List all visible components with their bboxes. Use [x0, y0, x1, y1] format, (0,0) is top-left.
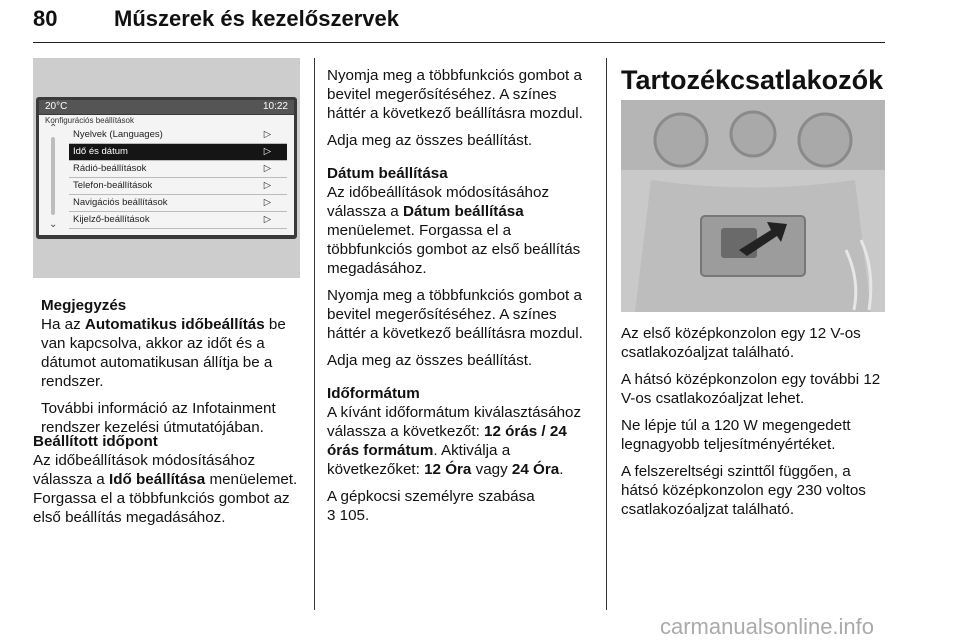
scrollbar — [51, 137, 55, 215]
menu-item[interactable] — [69, 212, 287, 229]
menu-title: Konfigurációs beállítások — [45, 116, 134, 125]
paragraph: A gépkocsi személyre szabása — [327, 488, 535, 505]
chevron-right-icon: ▷ — [263, 197, 271, 208]
menu-item-label: Navigációs beállítások — [73, 197, 168, 208]
menu-item[interactable] — [69, 195, 287, 212]
menu-item[interactable] — [69, 178, 287, 195]
note-heading: Megjegyzés — [41, 297, 127, 314]
menu-item[interactable] — [69, 144, 287, 161]
note-paragraph-2: További információ az Infotainment rendszer kezelési útmutatójában. — [41, 400, 276, 436]
reference-text[interactable]: 3 105. — [327, 507, 370, 524]
page-reference — [327, 506, 599, 525]
menu-list — [69, 127, 287, 229]
section-heading: Beállított időpont — [33, 433, 158, 450]
paragraph: A felszereltségi szinttől függően, a hátsó középkonzolon egy 230 voltos csatlakozóaljzat található. — [621, 463, 866, 518]
page-header — [33, 2, 885, 43]
chevron-right-icon: ▷ — [263, 180, 271, 191]
section-title: Tartozékcsatlakozók — [621, 65, 884, 95]
chevron-right-icon: ▷ — [263, 129, 271, 140]
column-3-text — [621, 324, 885, 527]
column-3 — [621, 64, 885, 104]
menu-item-label: Kijelző-beállítások — [73, 214, 150, 225]
paragraph: Adja meg az összes beállítást. — [327, 132, 533, 149]
watermark: carmanualsonline.info — [660, 614, 875, 639]
paragraph: Adja meg az összes beállítást. — [327, 352, 533, 369]
menu-item-label: Nyelvek (Languages) — [73, 129, 163, 140]
section-heading: Dátum beállítása — [327, 165, 448, 182]
paragraph: Nyomja meg a többfunkciós gombot a bevitel megerősítéséhez. A színes háttér a következő beállításra mozdul. — [327, 67, 583, 122]
paragraph: A hátsó középkonzolon egy további 12 V-os csatlakozóaljzat lehet. — [621, 371, 881, 407]
paragraph: Ne lépje túl a 120 W megengedett legnagyobb teljesítményértéket. — [621, 417, 851, 453]
status-bar — [39, 100, 294, 114]
paragraph: Nyomja meg a többfunkciós gombot a bevitel megerősítéséhez. A színes háttér a következő beállításra mozdul. — [327, 287, 583, 342]
column-2 — [327, 66, 599, 533]
menu-item[interactable] — [69, 161, 287, 178]
chevron-up-icon: ⌃ — [49, 123, 58, 134]
clock: 10:22 — [262, 101, 288, 112]
column-divider-1 — [314, 58, 315, 610]
section-set-time — [33, 432, 305, 535]
paragraph: Az időbeállítások módosításához válassza a Idő beállítása menüelemet. Forgassa el a többfunkciós gombot az első beállítás megadásához. — [33, 452, 298, 526]
menu-item-label: Telefon-beállítások — [73, 180, 153, 191]
paragraph: Az időbeállítások módosításához válassza a Dátum beállítása menüelemet. Forgassa el a többfunkciós gombot az első beállítás megadásához. — [327, 184, 581, 277]
paragraph: A kívánt időformátum kiválasztásához válassza a következőt: 12 órás / 24 órás formátum. Aktiválja a következőket: 12 Óra vagy 24 Óra. — [327, 404, 582, 478]
chevron-right-icon: ▷ — [263, 214, 271, 225]
console-photo — [621, 100, 885, 312]
page-number: 80 — [33, 6, 58, 31]
column-divider-2 — [606, 58, 607, 610]
infotainment-screenshot — [33, 58, 300, 278]
chevron-down-icon: ⌄ — [49, 219, 58, 230]
chevron-right-icon: ▷ — [263, 163, 271, 174]
temperature: 20°C — [45, 101, 68, 112]
paragraph: Az első középkonzolon egy 12 V-os csatlakozóaljzat található. — [621, 325, 861, 361]
menu-item-label: Rádió-beállítások — [73, 163, 147, 174]
page-title: Műszerek és kezelőszervek — [114, 6, 399, 31]
menu-item-label: Idő és dátum — [73, 146, 128, 157]
section-heading: Időformátum — [327, 385, 420, 402]
display-screen — [36, 97, 297, 239]
settings-menu — [39, 115, 294, 235]
note-paragraph-1: Ha az Automatikus időbeállítás be van kapcsolva, akkor az időt és a dátumot automatikusan állítja be a rendszer. — [41, 316, 286, 390]
menu-item[interactable] — [69, 127, 287, 144]
chevron-right-icon: ▷ — [263, 146, 271, 157]
note-block — [41, 296, 301, 445]
